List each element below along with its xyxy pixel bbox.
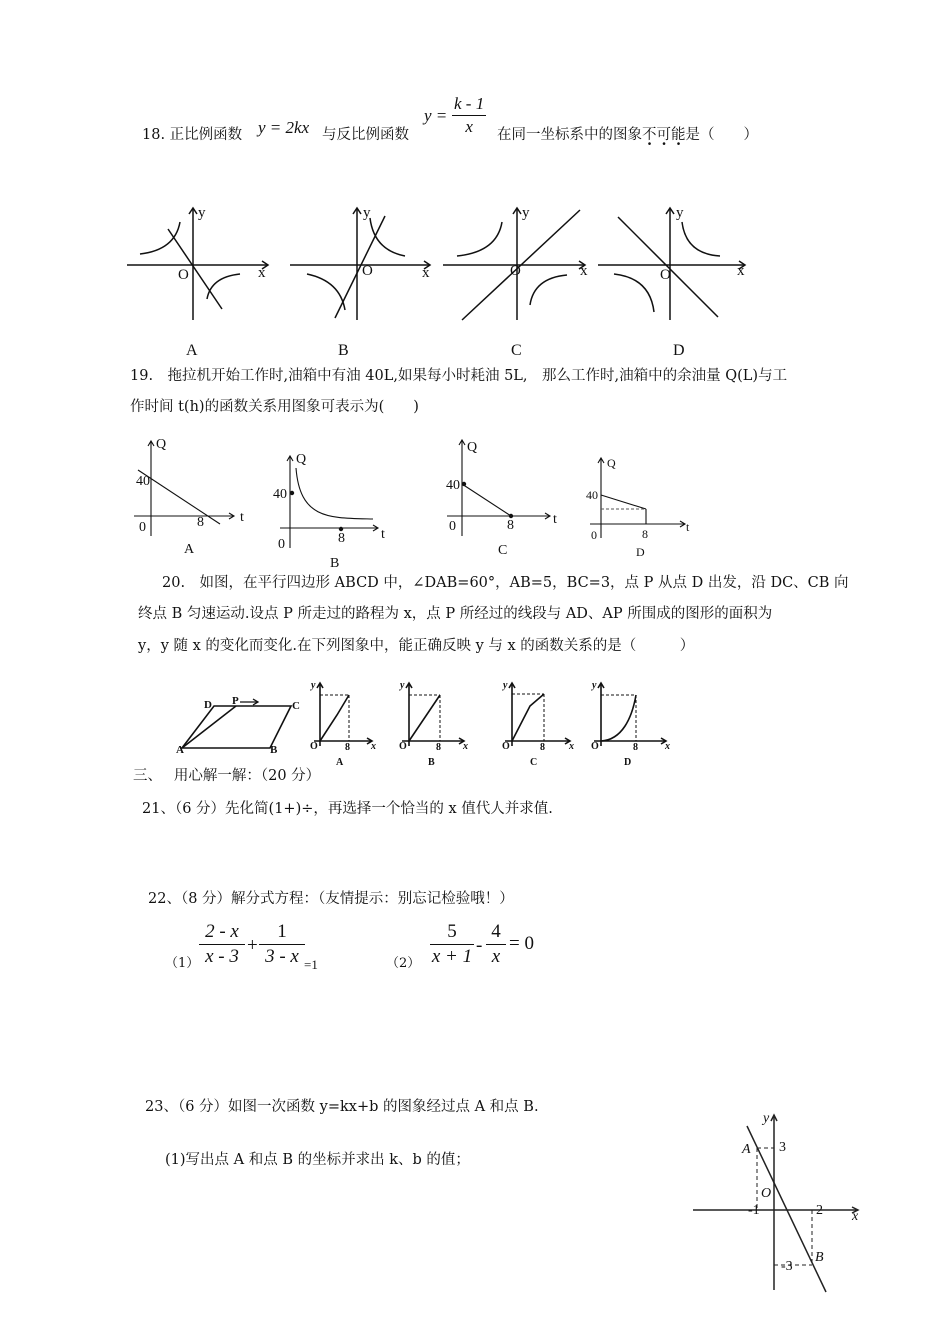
q20-line2: 终点 B 匀速运动.设点 P 所走过的路程为 x，点 P 所经过的线段与 AD、AP 所围成的图形的面积为 <box>138 606 773 622</box>
q18-text-c: 在同一坐标系中的图象 <box>497 127 642 143</box>
q19-option-d: D <box>636 545 645 559</box>
q18-emph-1: 不 <box>642 127 657 143</box>
q22-p1-op: + <box>247 935 258 956</box>
q20-line3: y，y 随 x 的变化而变化.在下列图象中，能正确反映 y 与 x 的函数关系的是（ ） <box>138 638 695 654</box>
q20-option-d: D <box>624 757 632 768</box>
q23-sub1: (1)写出点 A 和点 B 的坐标并求出 k、b 的值； <box>165 1152 470 1168</box>
q19-d-tick-x: 8 <box>642 527 648 541</box>
q20-option-a: A <box>336 757 344 768</box>
q22-p1-num2: 1 <box>277 921 287 942</box>
q18-emph-2: 可 <box>656 127 671 143</box>
q19-b-origin: 0 <box>278 537 285 552</box>
q20-gc-y: y <box>503 680 508 691</box>
q19-a-tick-y: 40 <box>136 474 150 489</box>
q18-option-a: A <box>186 342 198 359</box>
q19-b-tick-y: 40 <box>273 487 287 502</box>
q22-p1-den2: 3 - x <box>259 944 305 968</box>
q20-ga-y: y <box>311 680 316 691</box>
q18-text-a: 正比例函数 <box>169 127 243 143</box>
q19-a-tick-x: 8 <box>197 515 204 530</box>
q20-gb-y: y <box>400 680 405 691</box>
q18-b-origin: O <box>362 263 373 279</box>
q22-p2-den1: x + 1 <box>431 946 473 967</box>
q22-p2-label: （2） <box>386 956 421 971</box>
q19-b-t-label: t <box>381 527 385 542</box>
q19-line2: 作时间 t(h)的函数关系用图象可表示为( ) <box>130 399 419 415</box>
q19-a-t-label: t <box>240 510 244 525</box>
q20-line1: 20. 如图，在平行四边形 ABCD 中，∠DAB=60°，AB=5，BC=3，点 P 从点 D 出发，沿 DC、CB 向 <box>162 575 849 591</box>
q20-label-c: C <box>292 700 300 712</box>
section3-heading: 三、 用心解一解：（20 分） <box>133 768 321 784</box>
q18-c-x-label: x <box>580 263 588 279</box>
q19-d-t-label: t <box>686 520 690 534</box>
q19-option-b: B <box>330 556 340 571</box>
q20-gd-y: y <box>592 680 597 691</box>
q18-d-y-label: y <box>676 205 684 221</box>
q18-b-x-label: x <box>422 265 430 281</box>
q18-d-origin: O <box>660 267 671 283</box>
q20-label-a: A <box>176 744 184 756</box>
q18-b-y-label: y <box>363 205 371 221</box>
q18-c-y-label: y <box>522 205 530 221</box>
q18-option-c: C <box>511 342 522 359</box>
q19-c-t-label: t <box>553 512 557 527</box>
q18-eq1-rhs: = 2kx <box>269 118 310 137</box>
q22-p2-op: - <box>476 935 483 956</box>
q20-gb-o: O <box>399 741 407 752</box>
q18-eq2-lhs: y = <box>424 106 448 125</box>
q20-gb-x: x <box>463 741 468 752</box>
q19-d-tick-y: 40 <box>586 488 598 502</box>
q19-line1: 19. 拖拉机开始工作时,油箱中有油 40L,如果每小时耗油 5L, 那么工作时,油箱中的余油量 Q(L)与工 <box>130 368 788 384</box>
q18-c-origin: O <box>510 263 521 279</box>
q22-p1-den1: x - 3 <box>199 944 245 968</box>
q18-number: 18. <box>142 127 166 143</box>
q20-option-b: B <box>428 757 435 768</box>
q19-c-q-label: Q <box>467 440 478 455</box>
q20-label-b: B <box>270 744 278 756</box>
q18-a-y-label: y <box>198 205 206 221</box>
q20-label-p: P <box>232 695 239 707</box>
q23-origin: O <box>761 1186 772 1201</box>
q23-x-label: x <box>852 1209 859 1224</box>
q20-gd-x: x <box>665 741 670 752</box>
q20-gc-8: 8 <box>540 742 545 753</box>
q18-a-x-label: x <box>258 265 266 281</box>
q22-p2-rhs: = 0 <box>509 933 534 954</box>
q19-b-tick-x: 8 <box>338 531 345 546</box>
q18-option-d: D <box>673 342 685 359</box>
q22-p1-num1: 2 - x <box>205 921 239 942</box>
q22-p2-num1: 5 <box>447 921 457 942</box>
q22-p1-label: （1） <box>165 956 200 971</box>
q18-a-origin: O <box>178 267 189 283</box>
q23-point-b: B <box>815 1250 824 1265</box>
q20-ga-x: x <box>371 741 376 752</box>
q20-ga-o: O <box>310 741 318 752</box>
q22-p1-rhs: =1 <box>304 957 318 972</box>
q22-p2-den2: x <box>486 944 506 968</box>
q19-c-tick-x: 8 <box>507 518 514 533</box>
q23-tick-m1: -1 <box>748 1203 760 1218</box>
q18-eq2-num: k - 1 <box>454 94 485 113</box>
q23-tick-2: 2 <box>816 1203 823 1218</box>
q19-d-origin: 0 <box>591 528 597 542</box>
q20-gb-8: 8 <box>436 742 441 753</box>
q19-a-origin: 0 <box>139 520 146 535</box>
q18-text-d: 是（ ） <box>685 127 758 143</box>
q18-emph-3: 能 <box>671 127 686 143</box>
q23-tick-3: 3 <box>779 1140 786 1155</box>
q19-option-c: C <box>498 543 508 558</box>
q20-gd-8: 8 <box>633 742 638 753</box>
q18-eq2-den: x <box>452 115 486 137</box>
q21-text: 21、（6 分）先化简(1+)÷，再选择一个恰当的 x 值代人并求值. <box>142 801 553 817</box>
q19-d-q-label: Q <box>607 456 616 470</box>
q20-label-d: D <box>204 699 212 711</box>
q18-d-x-label: x <box>737 263 745 279</box>
q20-option-c: C <box>530 757 538 768</box>
q19-b-q-label: Q <box>296 452 307 467</box>
q23-point-a: A <box>742 1142 751 1157</box>
q20-ga-8: 8 <box>345 742 350 753</box>
q23-tick-m3: -3 <box>781 1259 793 1274</box>
q22-text: 22、（8 分）解分式方程：（友情提示：别忘记检验哦！） <box>148 891 514 907</box>
q20-gd-o: O <box>591 741 599 752</box>
q19-option-a: A <box>184 542 195 557</box>
q19-a-q-label: Q <box>156 437 167 452</box>
q18-text-b: 与反比例函数 <box>322 127 409 143</box>
q23-text: 23、（6 分）如图一次函数 y=kx+b 的图象经过点 A 和点 B. <box>145 1099 539 1115</box>
q20-gc-x: x <box>569 741 574 752</box>
q19-c-origin: 0 <box>449 519 456 534</box>
q19-c-tick-y: 40 <box>446 478 460 493</box>
q20-gc-o: O <box>502 741 510 752</box>
q22-p2-num2: 4 <box>491 921 501 942</box>
q23-y-label: y <box>763 1111 770 1126</box>
q18-option-b: B <box>338 342 349 359</box>
q18-eq1-lhs: y <box>258 118 266 137</box>
